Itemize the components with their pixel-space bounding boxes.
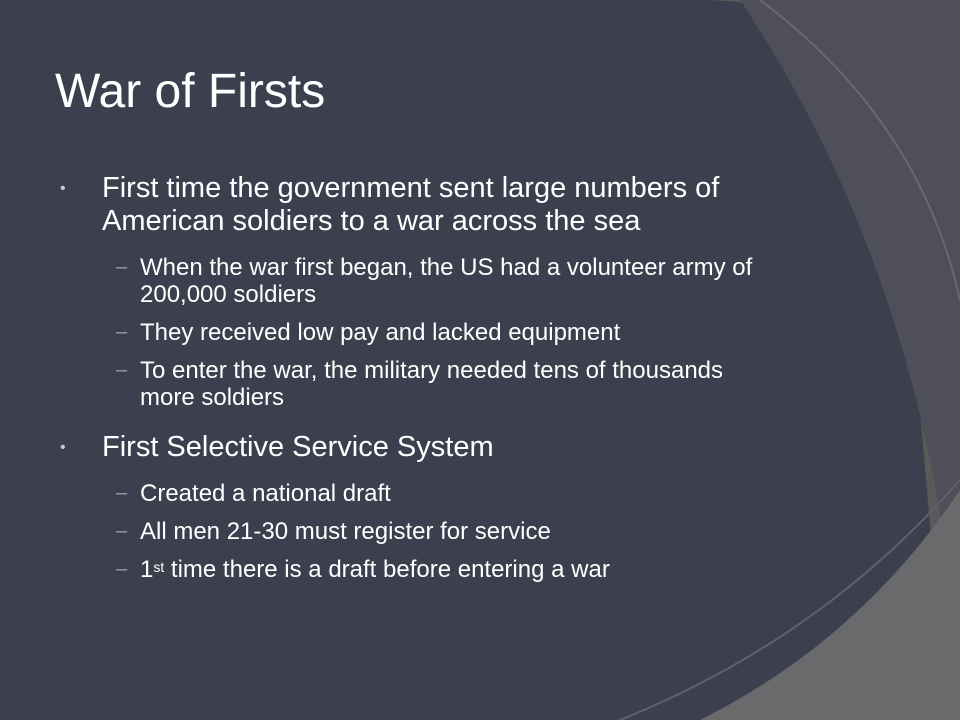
- dash-icon: –: [116, 558, 128, 580]
- bullet-icon: •: [60, 439, 66, 456]
- sub-item-text: They received low pay and lacked equipment: [140, 319, 621, 346]
- sub-item-text: To enter the war, the military needed tens of thousands more soldiers: [140, 357, 724, 411]
- slide-title: War of Firsts: [55, 65, 326, 118]
- bullet-item: [60, 431, 780, 583]
- sub-item-text-prefix: 1: [140, 556, 154, 583]
- sub-item-text: All men 21-30 must register for service: [140, 518, 551, 545]
- bullet-icon: •: [60, 180, 66, 197]
- dash-icon: –: [116, 321, 128, 343]
- dash-icon: –: [116, 359, 128, 381]
- sub-item-text: When the war first began, the US had a volunteer army of 200,000 soldiers: [140, 254, 753, 308]
- bullet-text: First Selective Service System: [102, 431, 494, 463]
- sub-item: [60, 480, 780, 507]
- slide-content: [60, 172, 780, 603]
- sub-item: [60, 556, 780, 583]
- dash-icon: –: [116, 256, 128, 278]
- sub-item: [60, 518, 780, 545]
- sub-item: [60, 357, 780, 411]
- bullet-text: First time the government sent large numbers of American soldiers to a war across the sea: [102, 172, 720, 237]
- sub-item: [60, 254, 780, 308]
- sub-item: [60, 319, 780, 346]
- dash-icon: –: [116, 520, 128, 542]
- dash-icon: –: [116, 482, 128, 504]
- sub-item-text: Created a national draft: [140, 480, 391, 507]
- superscript-st: st: [153, 559, 165, 575]
- sub-list: [102, 480, 780, 583]
- bullet-item: [60, 172, 780, 411]
- sub-list: [102, 254, 780, 411]
- sub-item-text-rest: time there is a draft before entering a war: [164, 556, 610, 583]
